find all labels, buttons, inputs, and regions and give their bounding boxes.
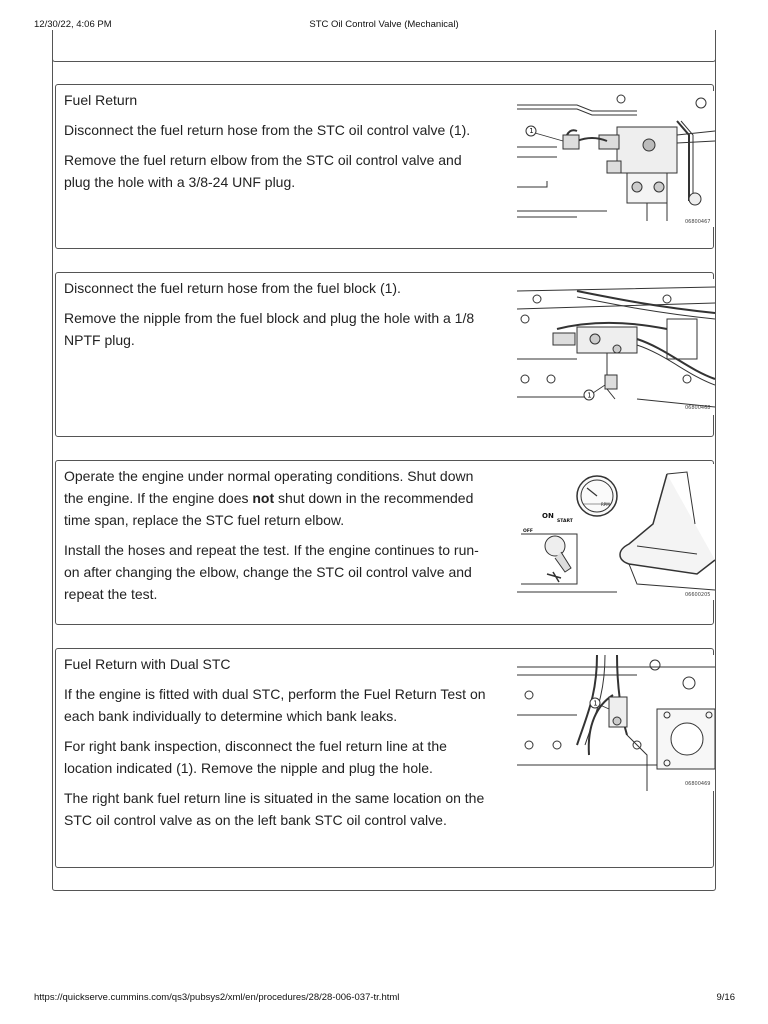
gauge-unit-label: RPM xyxy=(601,502,610,507)
step-paragraph: Disconnect the fuel return hose from the STC oil control valve (1). xyxy=(64,122,471,138)
step-paragraph: If the engine is fitted with dual STC, perform the Fuel Return Test on each bank individually to determine which bank leaks. xyxy=(64,686,486,724)
emphasis-text: not xyxy=(252,490,275,506)
step-paragraph: Remove the nipple from the fuel block and plug the hole with a 1/8 NPTF plug. xyxy=(64,310,475,348)
step-fuel-block xyxy=(55,272,714,437)
step-paragraph xyxy=(64,465,484,531)
callout-number: 1 xyxy=(529,127,534,135)
page-url: https://quickserve.cummins.com/qs3/pubsys2/xml/en/procedures/28/28-006-037-tr.html xyxy=(34,992,400,1003)
stc-valve-illustration xyxy=(517,91,715,227)
print-datetime: 12/30/22, 4:06 PM xyxy=(34,19,112,30)
step-paragraph: Install the hoses and repeat the test. If the engine continues to run-on after changing the elbow, change the STC oil control valve and repeat the test. xyxy=(64,542,479,602)
callout-number: 1 xyxy=(587,391,592,400)
figure-code: 06600205 xyxy=(685,592,711,598)
switch-off-label: OFF xyxy=(523,529,533,534)
document-title: STC Oil Control Valve (Mechanical) xyxy=(309,19,459,30)
fuel-block-illustration xyxy=(517,279,715,415)
page-number: 9/16 xyxy=(716,992,735,1003)
step-engine-test xyxy=(55,460,714,625)
switch-on-label: ON xyxy=(542,512,554,520)
callout-number: 1 xyxy=(593,699,598,708)
step-fuel-return xyxy=(55,84,714,249)
paragraph-text: shut down in the recommended time span, replace the STC fuel return elbow. xyxy=(64,490,474,528)
step-paragraph: The right bank fuel return line is situated in the same location on the STC oil control valve as on the left bank STC oil control valve. xyxy=(64,790,485,828)
step-title: Fuel Return with Dual STC xyxy=(64,656,231,672)
dual-stc-illustration xyxy=(517,655,715,791)
step-title: Fuel Return xyxy=(64,92,138,108)
step-paragraph: Disconnect the fuel return hose from the fuel block (1). xyxy=(64,280,401,296)
figure-code: 06800468 xyxy=(685,405,711,411)
figure-code: 06800469 xyxy=(685,781,711,787)
step-paragraph: Remove the fuel return elbow from the STC oil control valve and plug the hole with a 3/8-24 UNF plug. xyxy=(64,152,462,190)
figure-code: 06800467 xyxy=(685,219,711,225)
step-dual-stc xyxy=(55,648,714,868)
paragraph-text: Operate the engine under normal operating conditions. Shut down the engine. If the engine does xyxy=(64,468,474,506)
switch-start-label: START xyxy=(557,519,573,524)
step-paragraph: For right bank inspection, disconnect the fuel return line at the location indicated (1). Remove the nipple and plug the hole. xyxy=(64,738,447,776)
engine-test-illustration xyxy=(517,464,715,600)
